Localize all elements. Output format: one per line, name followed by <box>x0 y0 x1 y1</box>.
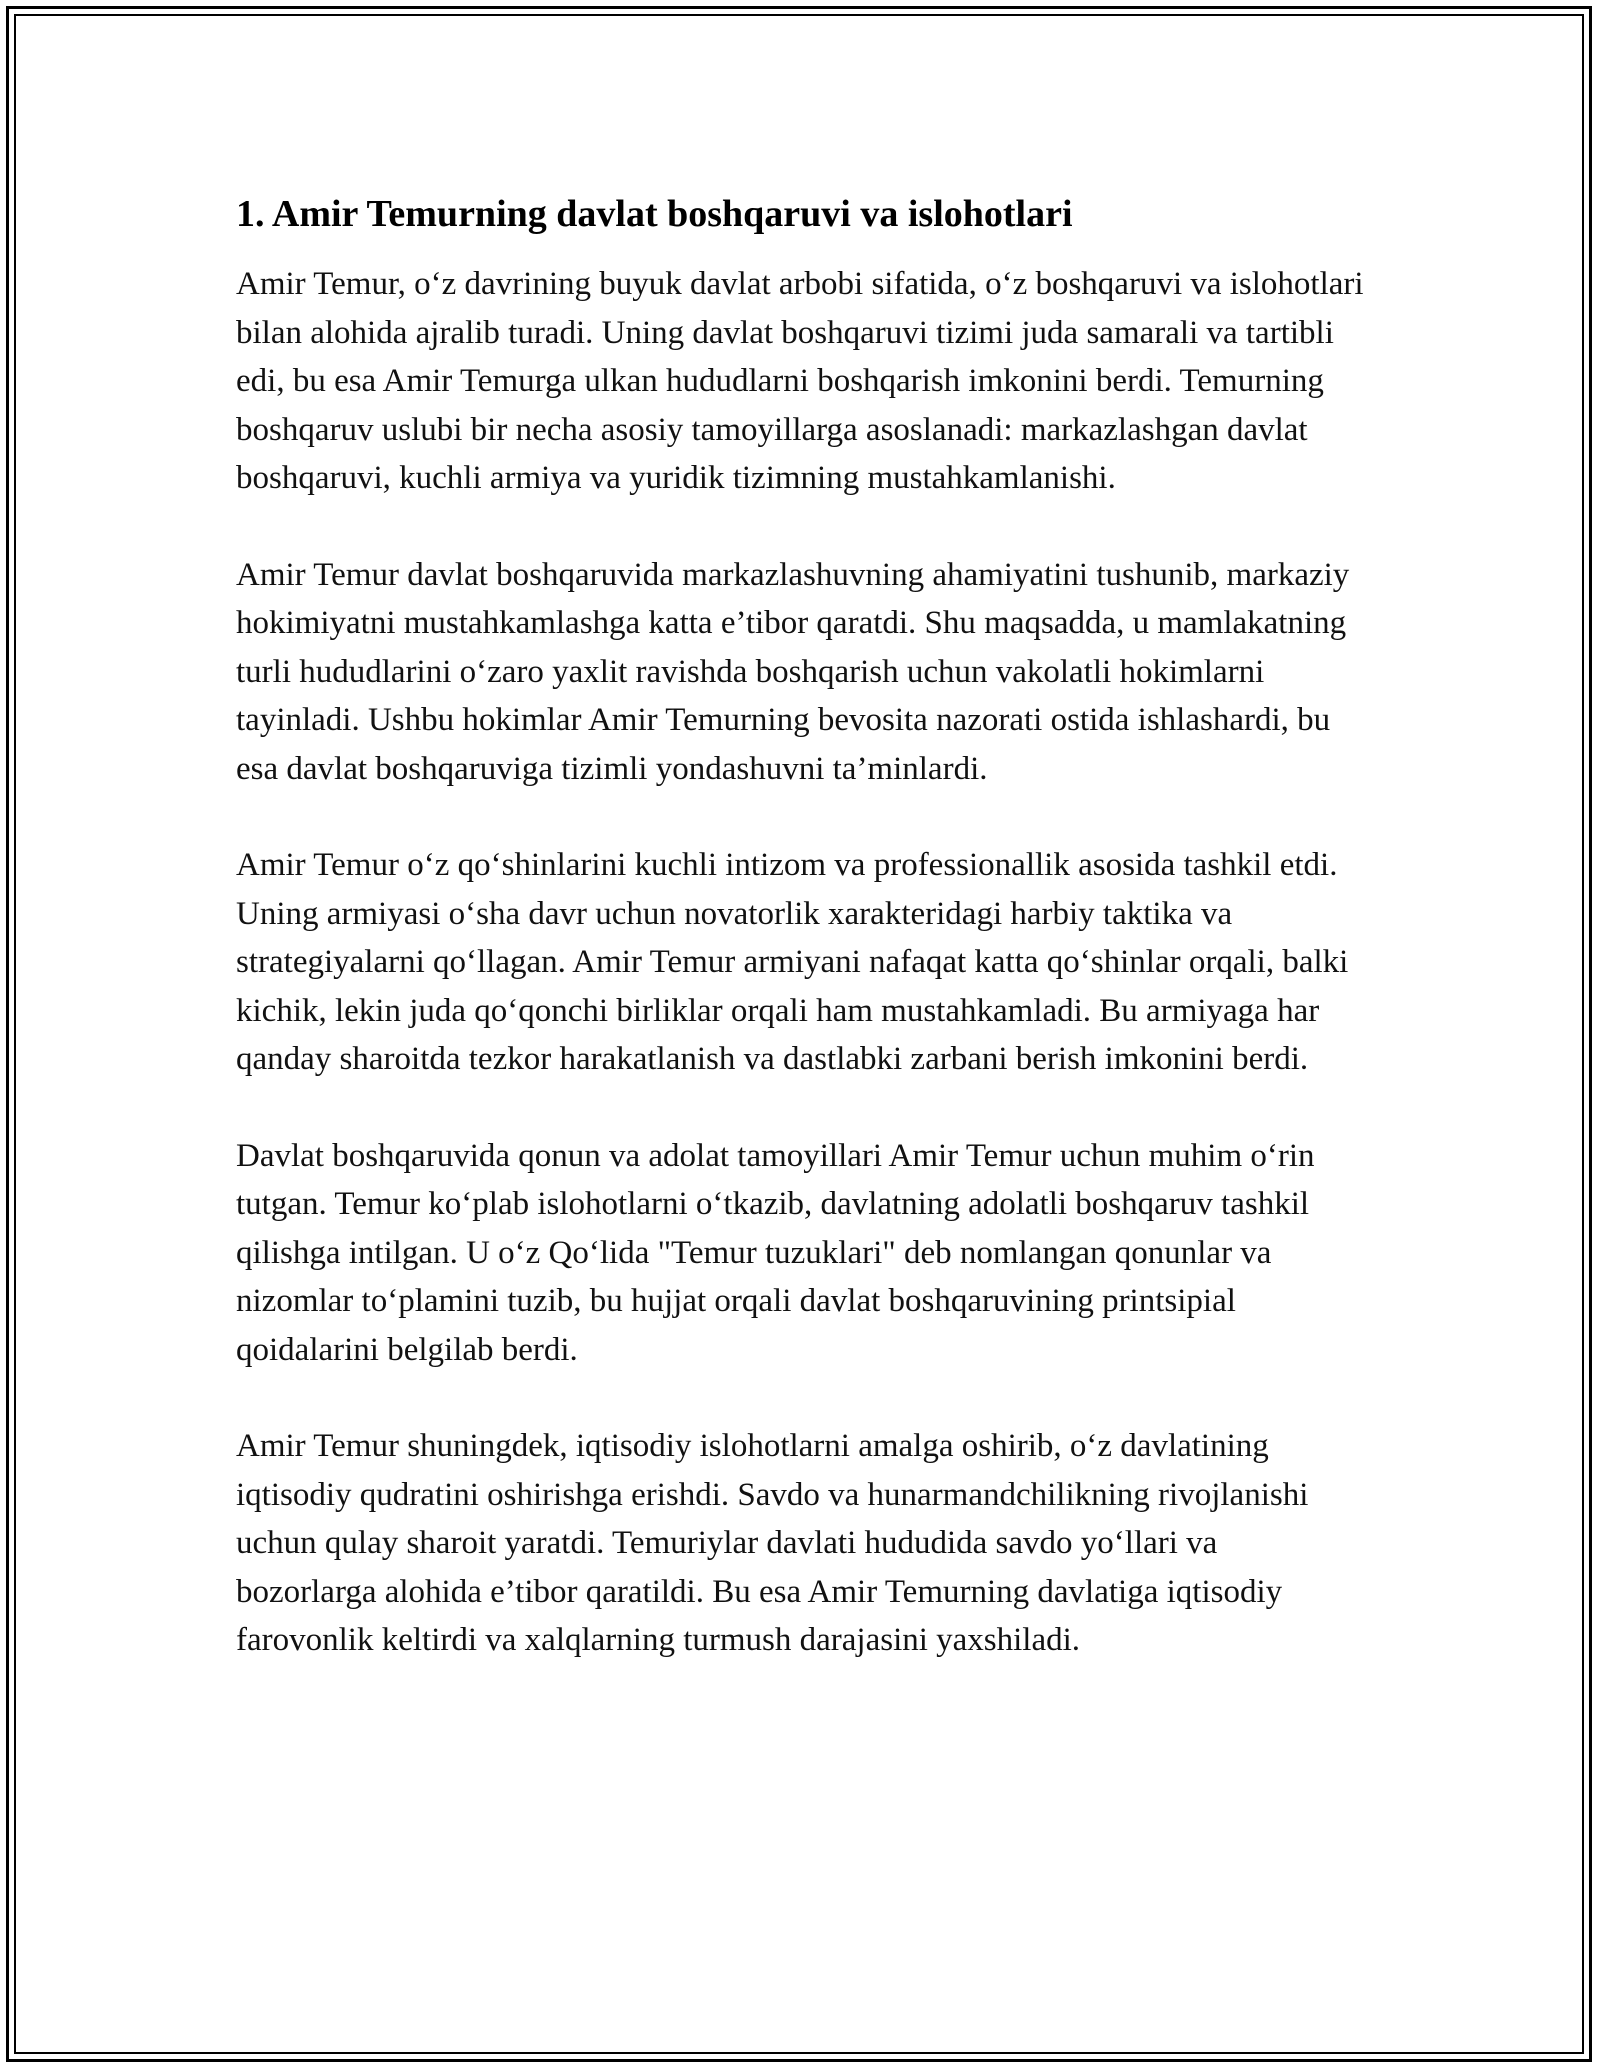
paragraph-2: Amir Temur davlat boshqaruvida markazlashuvning ahamiyatini tushunib, markaziy hokimiyatni mustahkamlashga katta e’tibor qaratdi. Shu maqsadda, u mamlakatning turli hududlarini o‘zaro yaxlit ravishda boshqarish uchun vakolatli hokimlarni tayinladi. Ushbu hokimlar Amir Temurning bevosita nazorati ostida ishlashardi, bu esa davlat boshqaruviga tizimli yondashuvni ta’minlardi. <box>236 556 1350 787</box>
paragraph-3: Amir Temur o‘z qo‘shinlarini kuchli intizom va professionallik asosida tashkil etdi. Uning armiyasi o‘sha davr uchun novatorlik xarakteridagi harbiy taktika va strategiyalarni qo‘llagan. Amir Temur armiyani nafaqat katta qo‘shinlar orqali, balki kichik, lekin juda qo‘qonchi birliklar orqali ham mustahkamladi. Bu armiyaga har qanday sharoitda tezkor harakatlanish va dastlabki zarbani berish imkonini berdi. <box>236 847 1349 1077</box>
paragraph-1: Amir Temur, o‘z davrining buyuk davlat arbobi sifatida, o‘z boshqaruvi va islohotlari bilan alohida ajralib turadi. Uning davlat boshqaruvi tizimi juda samarali va tartibli edi, bu esa Amir Temurga ulkan hududlarni boshqarish imkonini berdi. Temurning boshqaruv uslubi bir necha asosiy tamoyillarga asoslanadi: markazlashgan davlat boshqaruvi, kuchli armiya va yuridik tizimning mustahkamlanishi. <box>236 266 1364 496</box>
section-heading: 1. Amir Temurning davlat boshqaruvi va islohotlari <box>236 193 1073 235</box>
paragraph-4: Davlat boshqaruvida qonun va adolat tamoyillari Amir Temur uchun muhim o‘rin tutgan. Temur ko‘plab islohotlarni o‘tkazib, davlatning adolatli boshqaruv tashkil qilishga intilgan. U o‘z Qo‘lida "Temur tuzuklari" deb nomlangan qonunlar va nizomlar to‘plamini tuzib, bu hujjat orqali davlat boshqaruvining printsipial qoidalarini belgilab berdi. <box>236 1137 1315 1368</box>
document-body <box>236 186 1366 1713</box>
paragraph-5: Amir Temur shuningdek, iqtisodiy islohotlarni amalga oshirib, o‘z davlatining iqtisodiy qudratini oshirishga erishdi. Savdo va hunarmandchilikning rivojlanishi uchun qulay sharoit yaratdi. Temuriylar davlati hududida savdo yo‘llari va bozorlarga alohida e’tibor qaratildi. Bu esa Amir Temurning davlatiga iqtisodiy farovonlik keltirdi va xalqlarning turmush darajasini yaxshiladi. <box>236 1428 1309 1658</box>
